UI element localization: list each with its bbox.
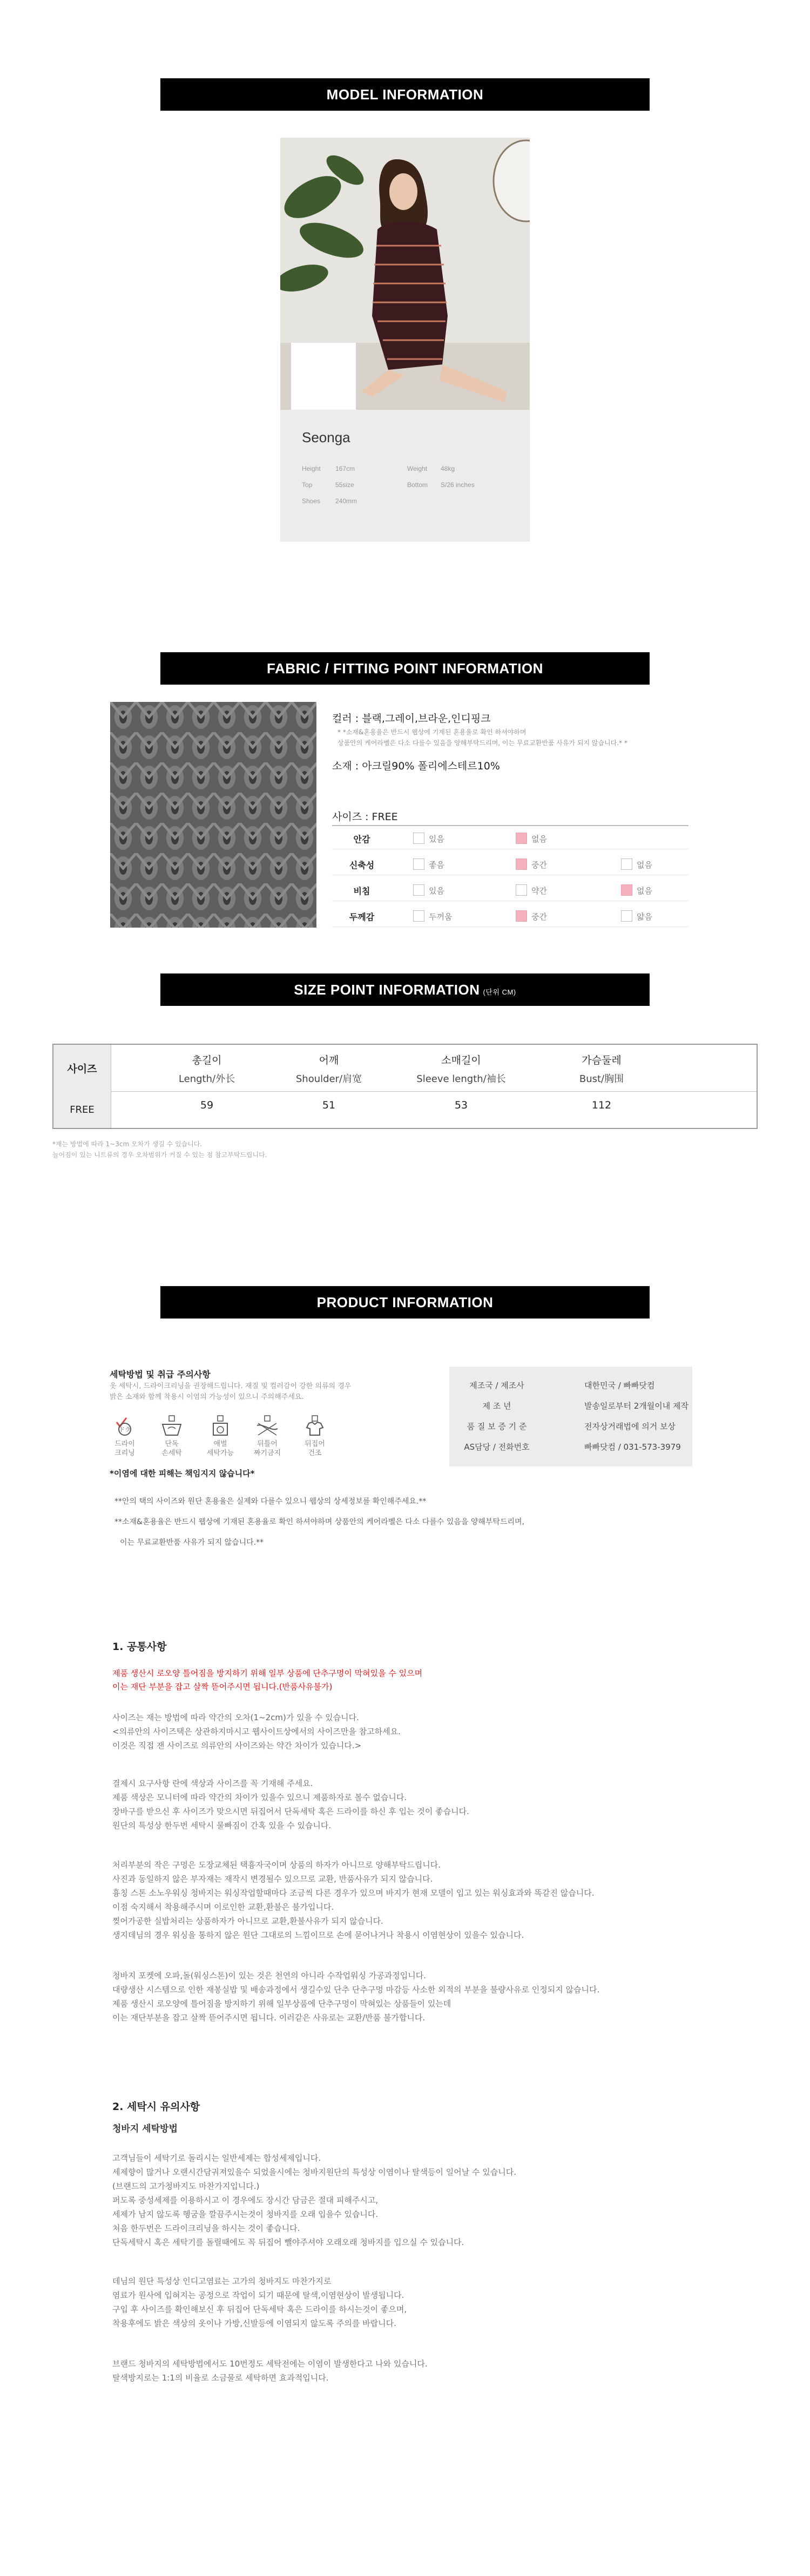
text-line: 브랜드 청바지의 세탁방법에서도 10번정도 세탁전에는 이염이 발생한다고 나와 있습니다. [112,2359,428,2369]
model-stat [302,481,354,489]
care-caption: 애벌 세탁가능 [206,1440,234,1457]
stat-label: Weight [407,465,428,472]
care-caption: 뒤집어 건조 [305,1440,325,1457]
property-option [516,858,547,870]
property-label: 신축성 [349,860,375,870]
stat-value: 55size [335,481,354,489]
checkbox [413,833,424,844]
fabric-note-2: 상품안의 케어라벨은 다소 다를수 있음을 양해부탁드리며, 이는 무료교환반품 사유가 되지 않습니다.* * [338,739,627,747]
mfg-label: 제 조 년 [482,1401,511,1411]
notice-paragraph [112,1858,595,1942]
col-title-ko: 어깨 [319,1054,339,1066]
text-line: 생지데님의 경우 워싱을 통하지 않은 원단 그대로의 느낌이므로 손에 묻어나거나 착용시 이염현상이 있을수 있습니다. [112,1930,524,1940]
option-label: 얇음 [637,912,652,922]
care-warning: *이염에 대한 피해는 책임지지 않습니다* [110,1469,255,1478]
stat-value: 240mm [335,497,357,505]
care-caption: 단독 손세탁 [161,1440,182,1457]
notice-paragraph [112,1776,469,1833]
notice-wash-title: 2. 세탁시 유의사항 [112,2101,200,2113]
model-photo [280,138,530,410]
col-value: 51 [322,1099,336,1111]
mfg-value: 빠빠닷컴 / 031-573-3979 [584,1442,681,1452]
product-note-1: **안의 택의 사이즈와 원단 혼용율은 실제와 다를수 있으니 웹상의 상세정보를 확인해주세요.** [114,1497,427,1506]
text-line: 착용후에도 밝은 색상의 옷이나 가방,신발등에 이염되지 않도록 주의를 바랍니다. [112,2318,396,2328]
text-line: 청바지 포켓에 오파,돌(워싱스톤)이 있는 것은 천연의 아니라 수작업워싱 가공과정입니다. [112,1971,427,1980]
size-banner-title: SIZE POINT INFORMATION [294,982,480,998]
text-line: 사진과 동일하지 않은 부자재는 재작시 변경될수 있으므로 교환, 반품사유가 되지 않습니다. [112,1874,433,1884]
checkbox [516,884,527,896]
text-line: 흉칭 스톤 소노우워싱 청바지는 워싱작업할때마다 조금씩 다른 경우가 있으며 바지가 현재 모델이 입고 있는 워싱효과와 똑같진 않습니다. [112,1888,595,1898]
manufacturer-info-box [449,1367,692,1466]
size-table [52,1044,758,1129]
washing-machine-icon [207,1415,234,1436]
option-label: 없음 [637,886,652,896]
mfg-label: 제조국 / 제조사 [469,1381,524,1390]
text-line: 이점 숙지해서 착용해주시며 이로인한 교환,환불은 불가입니다. [112,1902,334,1912]
text-line: 세제가 남지 않도록 헹굼을 깔끔주시는것이 청바지를 오래 입을수 있습니다. [112,2209,379,2219]
col-title-ko: 가슴둘레 [582,1054,622,1066]
property-label: 비침 [353,886,370,896]
stat-label: Height [302,465,321,472]
product-note-3: 이는 무료교환반품 사유가 되지 않습니다.** [120,1538,264,1547]
checkbox [621,858,632,870]
property-option [516,910,547,922]
col-title-en: Length/外长 [178,1073,235,1085]
text-line: 대량생산 시스템으로 인한 재봉실밥 및 배송과정에서 생길수있 단추 단추구멍 마감등 사소한 외적의 부분을 불량사유로 인정되지 않습니다. [112,1985,600,1994]
col-value: 59 [200,1099,214,1111]
size-value-free: FREE [70,1104,94,1115]
notice-common-title: 1. 공통사항 [112,1641,167,1653]
fabric-color: 컬러 : 블랙,그레이,브라운,인디핑크 [332,713,491,725]
model-info-card [280,410,530,542]
option-label: 중간 [531,912,547,922]
option-label: 중간 [531,860,547,870]
property-option [621,858,652,870]
fabric-property-lining [332,827,688,849]
hand-wash-icon [158,1415,185,1436]
care-subtext-1: 옷 세탁시, 드라이크리닝을 권장해드립니다. 재질 및 컬러감이 강한 의류의 경우 [110,1382,352,1390]
model-stat [302,497,357,505]
text-line: 이것은 직접 잰 사이즈로 의류안의 사이즈와는 약간 차이가 있습니다.> [112,1741,362,1750]
checkbox-selected [516,858,527,870]
checkbox-selected [621,884,632,896]
col-title-en: Bust/胸围 [579,1073,624,1085]
care-item [151,1415,193,1458]
care-subtext-2: 밝은 소재와 함께 착용시 이염의 가능성이 있으니 주의해주세요. [110,1393,304,1401]
col-value: 112 [591,1099,612,1111]
size-info-banner [160,973,650,1006]
option-label: 있음 [429,886,444,896]
fabric-property-stretch [332,853,688,875]
property-option [413,884,444,896]
mfg-value: 발송일로부터 2개월이내 제작 [584,1401,688,1411]
text-line: 염료가 원사에 입혀지는 공정으로 작업이 되기 때문에 탈색,이염현상이 발생됩니다. [112,2290,404,2300]
notice-paragraph [112,1969,599,2025]
option-label: 약간 [531,886,547,896]
text-line: 장바구를 받으신 후 사이즈가 맞으시면 뒤집어서 단독세탁 혹은 드라이를 하신 후 입는 것이 좋습니다. [112,1807,469,1816]
size-note-1: *재는 방법에 따라 1~3cm 오차가 생길 수 있습니다. [52,1140,202,1148]
notice-paragraph [112,2151,516,2249]
text-line: 처음 한두번은 드라이크리닝을 하시는 것이 좋습니다. [112,2223,300,2233]
mfg-row [459,1380,655,1391]
no-bleach-icon [254,1415,281,1436]
size-table-label-column [53,1045,111,1128]
fabric-property-sheer [332,879,688,901]
notice-red-line-2: 이는 재단 부분을 잡고 살짝 뜯어주시면 됩니다.(반품사유불가) [112,1682,333,1692]
notice-paragraph [112,1710,401,1753]
divider [332,825,688,826]
size-col-shoulder [259,1045,399,1111]
checkbox-selected [516,833,527,844]
mfg-label: AS담당 / 전화번호 [464,1442,530,1452]
model-name: Seonga [302,429,350,445]
property-option [516,884,547,896]
fabric-note-1: * *소재&혼용율은 반드시 웹상에 기재된 혼용율로 확인 하셔야하며 [338,728,526,736]
option-label: 두꺼움 [429,912,453,922]
text-line: 제품 색상은 모니터에 따라 약간의 차이가 있을수 있으니 제품하자로 볼수 없습니다. [112,1793,407,1802]
col-title-ko: 소매길이 [441,1054,481,1066]
text-line: 단독세탁시 혹은 세탁기를 돌릴때에도 꼭 뒤집어 뺄야주셔야 오래오래 청바지를 입으실 수 있습니다. [112,2237,464,2247]
mfg-row [459,1421,676,1432]
checkbox [621,910,632,922]
size-col-bust [531,1045,672,1111]
dry-clean-icon [111,1415,138,1436]
text-line: 원단의 특성상 한두번 세탁시 물빠짐이 간혹 있을 수 있습니다. [112,1821,332,1830]
property-label: 두께감 [349,912,375,922]
stat-label: Bottom [407,481,428,489]
fabric-info-banner: FABRIC / FITTING POINT INFORMATION [160,652,650,685]
text-line: 찢어가공한 실밥처리는 상품하자가 아니므로 교환,환불사유가 되지 않습니다. [112,1916,383,1926]
fabric-size: 사이즈 : FREE [332,811,398,823]
mfg-value: 대한민국 / 빠빠닷컴 [584,1381,655,1390]
property-option [621,884,652,896]
size-note-2: 늘어짐이 있는 니트류의 경우 오차범위가 커질 수 있는 점 참고부탁드립니다. [52,1151,267,1159]
stat-value: S/26 inches [441,481,475,489]
property-option [413,858,444,870]
fabric-property-thickness [332,905,688,927]
text-line: 퍼도록 중성세제를 이용하시고 이 경우에도 장시간 담금은 절대 피해주시고, [112,2195,379,2205]
notice-paragraph [112,2357,428,2385]
product-info-banner: PRODUCT INFORMATION [160,1286,650,1319]
size-col-length [137,1045,277,1111]
care-title: 세탁방법 및 취급 주의사항 [110,1369,211,1380]
fabric-swatch-image [110,702,316,928]
fabric-material: 소재 : 아크릴90% 폴리에스테르10% [332,760,500,772]
mfg-label: 품 질 보 증 기 준 [467,1422,527,1431]
size-unit: (단위 CM) [483,988,516,996]
stat-label: Shoes [302,497,321,505]
care-item [246,1415,288,1458]
text-line: 사이즈는 재는 방법에 따라 약간의 오차(1~2cm)가 있을 수 있습니다. [112,1713,359,1722]
size-col-sleeve [391,1045,531,1111]
col-title-ko: 총길이 [192,1054,222,1066]
col-title-en: Shoulder/肩宽 [295,1073,362,1085]
care-item [104,1415,146,1458]
product-note-2: **소재&혼용율은 반드시 웹상에 기재된 혼용율로 확인 하셔야하며 상품안의 케어라벨은 다소 다를수 있음을 양해부탁드리며, [114,1518,524,1526]
model-info-banner: MODEL INFORMATION [160,78,650,111]
care-item [294,1415,336,1458]
care-caption: 뒤틀어 짜기금지 [253,1440,281,1457]
text-line: 세제향이 많거나 오랜시간담궈져있을수 되었을시에는 청바지원단의 특성상 이염이나 탈색등이 일어날 수 있습니다. [112,2167,516,2177]
model-stat [302,465,355,472]
stat-value: 48kg [441,465,455,472]
text-line: 처리부분의 작은 구멍은 도장교체된 택흉자국이며 상품의 하자가 아니므로 양해부탁드립니다. [112,1860,441,1870]
property-option [413,910,452,922]
mfg-row [459,1441,681,1452]
stat-label: Top [302,481,313,489]
text-line: 결제시 요구사항 란에 색상과 사이즈를 꼭 기재해 주세요. [112,1779,313,1788]
stat-value: 167cm [335,465,355,472]
size-row-label: 사이즈 [67,1063,97,1075]
text-line: 이는 재단부분을 잡고 살짝 뜯어주시면 됩니다. 이러같은 사유로는 교환/반품 불가합니다. [112,2013,426,2023]
notice-red-line-1: 제품 생산시 로오양 틀어짐을 방지하기 위해 일부 상품에 단추구멍이 막혀있을 수 있으며 [112,1668,423,1678]
mfg-value: 전자상거래법에 의거 보상 [584,1422,676,1431]
property-label: 안감 [353,834,370,844]
notice-wash-subtitle: 청바지 세탁방법 [112,2124,178,2134]
checkbox [413,858,424,870]
checkbox [413,910,424,922]
text-line: 구입 후 사이즈를 확인해보신 후 뒤집어 단독세탁 혹은 드라이를 하시는것이 좋으며, [112,2304,407,2314]
svg-text:ドラ: ドラ [119,1426,131,1433]
text-line: 탈색방지로는 1:1의 비율로 소금물로 세탁하면 효과적입니다. [112,2373,329,2383]
model-stat [407,481,475,489]
property-option [516,833,547,844]
text-line: 데님의 원단 특성상 인디고염료는 고가의 청바지도 마찬가지로 [112,2276,332,2286]
option-label: 없음 [637,860,652,870]
shade-dry-icon [301,1415,328,1436]
option-label: 있음 [429,834,444,844]
property-option [413,833,444,844]
care-item [199,1415,241,1458]
text-line: (브랜드의 고가청바지도 마찬가지입니다.) [112,2181,260,2191]
mfg-row [459,1400,688,1411]
checkbox-selected [516,910,527,922]
text-line: 제품 생산시 로오양에 틀어짐을 방지하기 위해 일부상품에 단추구멍이 막혀있는 상품들이 있는데 [112,1999,451,2009]
col-value: 53 [454,1099,468,1111]
notice-paragraph [112,2274,407,2330]
col-title-en: Sleeve length/袖长 [416,1073,506,1085]
text-line: <의류안의 사이즈택은 상관하지마시고 웹사이트상에서의 사이즈만을 참고하세요. [112,1727,401,1736]
model-stat [407,465,455,472]
care-caption: 드라이 크리닝 [114,1440,135,1457]
option-label: 좋음 [429,860,444,870]
option-label: 없음 [531,834,547,844]
checkbox [413,884,424,896]
property-option [621,910,652,922]
text-line: 고객님들이 세탁기로 돌리시는 일반세제는 합성세제입니다. [112,2153,321,2163]
